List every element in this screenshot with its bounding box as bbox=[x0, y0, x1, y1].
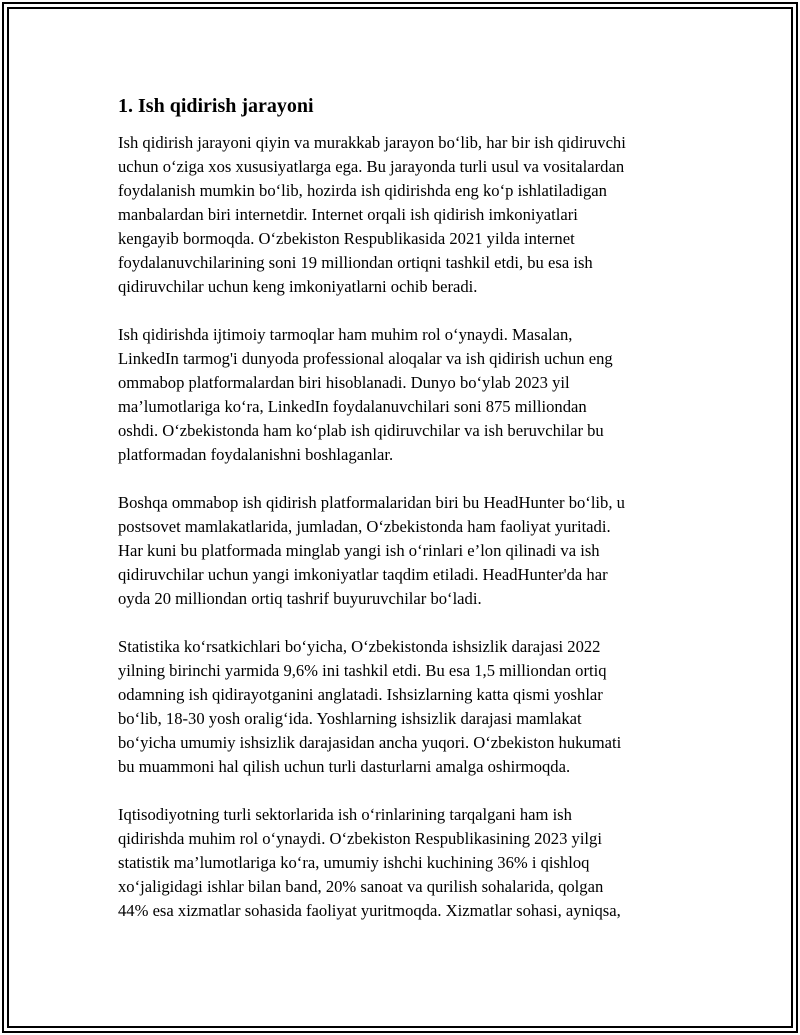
section-heading: 1. Ish qidirish jarayoni bbox=[118, 95, 314, 117]
paragraph-2 bbox=[118, 323, 698, 467]
text-line: Statistika ko‘rsatkichlari bo‘yicha, O‘zbekistonda ishsizlik darajasi 2022 bbox=[118, 637, 601, 656]
text-line: 44% esa xizmatlar sohasida faoliyat yuritmoqda. Xizmatlar sohasi, ayniqsa, bbox=[118, 901, 621, 920]
text-line: qidirishda muhim rol o‘ynaydi. O‘zbekiston Respublikasining 2023 yilgi bbox=[118, 829, 602, 848]
text-line: yilning birinchi yarmida 9,6% ini tashkil etdi. Bu esa 1,5 milliondan ortiq bbox=[118, 661, 607, 680]
text-line: foydalanish mumkin bo‘lib, hozirda ish qidirishda eng ko‘p ishlatiladigan bbox=[118, 181, 607, 200]
text-line: bo‘yicha umumiy ishsizlik darajasidan ancha yuqori. O‘zbekiston hukumati bbox=[118, 733, 622, 752]
text-line: postsovet mamlakatlarida, jumladan, O‘zbekistonda ham faoliyat yuritadi. bbox=[118, 517, 611, 536]
text-line: xo‘jaligidagi ishlar bilan band, 20% sanoat va qurilish sohalarida, qolgan bbox=[118, 877, 604, 896]
text-line: platformadan foydalanishni boshlaganlar. bbox=[118, 445, 394, 464]
text-line: ommabop platformalardan biri hisoblanadi. Dunyo bo‘ylab 2023 yil bbox=[118, 373, 570, 392]
text-line: uchun o‘ziga xos xususiyatlarga ega. Bu jarayonda turli usul va vositalardan bbox=[118, 157, 625, 176]
text-line: bu muammoni hal qilish uchun turli dasturlarni amalga oshirmoqda. bbox=[118, 757, 571, 776]
text-line: kengayib bormoqda. O‘zbekiston Respublikasida 2021 yilda internet bbox=[118, 229, 575, 248]
text-line: LinkedIn tarmog'i dunyoda professional aloqalar va ish qidirish uchun eng bbox=[118, 349, 613, 368]
text-line: Boshqa ommabop ish qidirish platformalaridan biri bu HeadHunter bo‘lib, u bbox=[118, 493, 625, 512]
text-line: ma’lumotlariga ko‘ra, LinkedIn foydalanuvchilari soni 875 milliondan bbox=[118, 397, 587, 416]
document-body bbox=[118, 93, 698, 947]
text-line: bo‘lib, 18-30 yosh oralig‘ida. Yoshlarning ishsizlik darajasi mamlakat bbox=[118, 709, 582, 728]
text-line: oyda 20 milliondan ortiq tashrif buyuruvchilar bo‘ladi. bbox=[118, 589, 482, 608]
text-line: odamning ish qidirayotganini anglatadi. Ishsizlarning katta qismi yoshlar bbox=[118, 685, 603, 704]
text-line: qidiruvchilar uchun keng imkoniyatlarni ochib beradi. bbox=[118, 277, 478, 296]
text-line: Ish qidirishda ijtimoiy tarmoqlar ham muhim rol o‘ynaydi. Masalan, bbox=[118, 325, 573, 344]
text-line: qidiruvchilar uchun yangi imkoniyatlar taqdim etiladi. HeadHunter'da har bbox=[118, 565, 608, 584]
text-line: Iqtisodiyotning turli sektorlarida ish o‘rinlarining tarqalgani ham ish bbox=[118, 805, 572, 824]
paragraph-3 bbox=[118, 491, 698, 611]
text-line: Har kuni bu platformada minglab yangi ish o‘rinlari e’lon qilinadi va ish bbox=[118, 541, 600, 560]
paragraph-1 bbox=[118, 131, 698, 299]
text-line: foydalanuvchilarining soni 19 milliondan ortiqni tashkil etdi, bu esa ish bbox=[118, 253, 593, 272]
text-line: manbalardan biri internetdir. Internet orqali ish qidirish imkoniyatlari bbox=[118, 205, 578, 224]
paragraph-5 bbox=[118, 803, 698, 923]
text-line: oshdi. O‘zbekistonda ham ko‘plab ish qidiruvchilar va ish beruvchilar bu bbox=[118, 421, 604, 440]
text-line: Ish qidirish jarayoni qiyin va murakkab jarayon bo‘lib, har bir ish qidiruvchi bbox=[118, 133, 626, 152]
text-line: statistik ma’lumotlariga ko‘ra, umumiy ishchi kuchining 36% i qishloq bbox=[118, 853, 590, 872]
paragraph-4 bbox=[118, 635, 698, 779]
